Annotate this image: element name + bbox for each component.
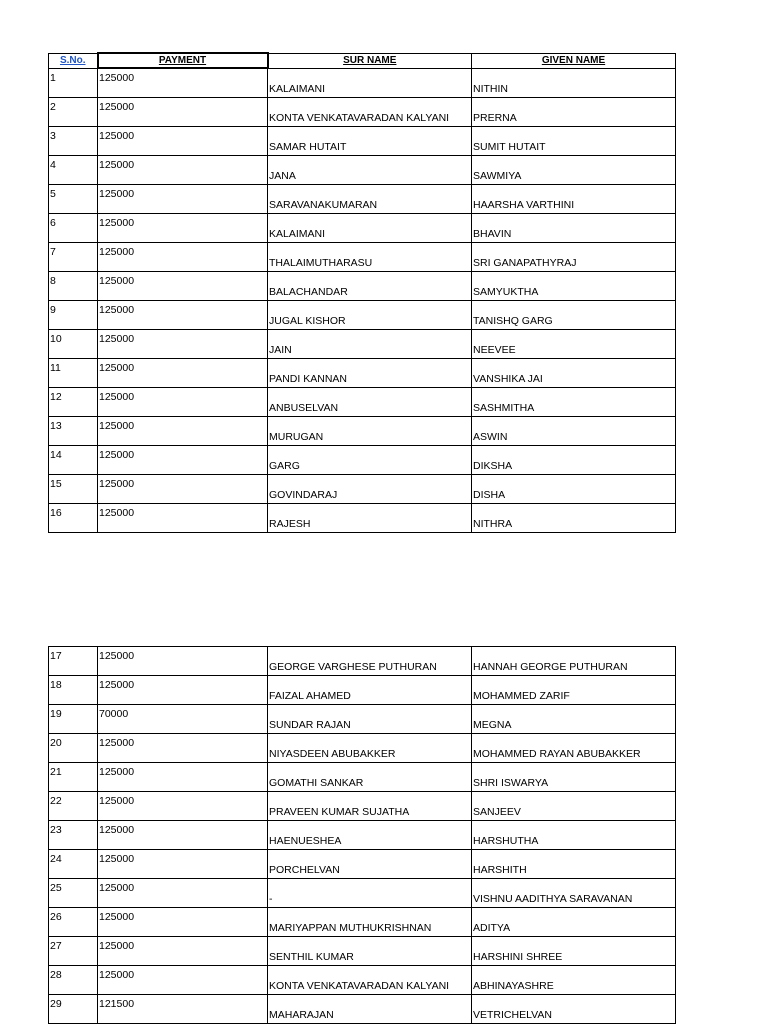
cell-given-name: MEGNA [472, 705, 676, 734]
cell-payment: 125000 [98, 734, 268, 763]
cell-payment: 125000 [98, 676, 268, 705]
cell-surname: JANA [268, 155, 472, 184]
cell-surname: MAHARAJAN [268, 995, 472, 1024]
cell-payment: 125000 [98, 68, 268, 97]
cell-surname: HAENUESHEA [268, 821, 472, 850]
cell-given-name: MOHAMMED ZARIF [472, 676, 676, 705]
cell-payment: 125000 [98, 184, 268, 213]
cell-given-name: HARSHINI SHREE [472, 937, 676, 966]
cell-given-name: ASWIN [472, 416, 676, 445]
cell-payment: 121500 [98, 995, 268, 1024]
table-row [49, 126, 676, 155]
table-row [49, 68, 676, 97]
cell-sno: 10 [49, 329, 98, 358]
cell-payment: 125000 [98, 242, 268, 271]
table-row [49, 966, 676, 995]
cell-given-name: NITHRA [472, 503, 676, 532]
cell-surname: ANBUSELVAN [268, 387, 472, 416]
cell-given-name: SANJEEV [472, 792, 676, 821]
table-row [49, 792, 676, 821]
table-row [49, 97, 676, 126]
cell-sno: 14 [49, 445, 98, 474]
cell-payment: 125000 [98, 387, 268, 416]
cell-sno: 26 [49, 908, 98, 937]
cell-payment: 125000 [98, 474, 268, 503]
cell-given-name: HANNAH GEORGE PUTHURAN [472, 647, 676, 676]
cell-given-name: ADITYA [472, 908, 676, 937]
cell-payment: 125000 [98, 937, 268, 966]
table-row [49, 676, 676, 705]
table-row [49, 705, 676, 734]
cell-surname: BALACHANDAR [268, 271, 472, 300]
cell-sno: 27 [49, 937, 98, 966]
cell-surname: GOMATHI SANKAR [268, 763, 472, 792]
cell-sno: 19 [49, 705, 98, 734]
cell-given-name: VISHNU AADITHYA SARAVANAN [472, 879, 676, 908]
header-surname: SUR NAME [268, 53, 472, 68]
cell-given-name: BHAVIN [472, 213, 676, 242]
header-sno: S.No. [49, 53, 98, 68]
cell-sno: 7 [49, 242, 98, 271]
header-row [49, 53, 676, 68]
cell-surname: SUNDAR RAJAN [268, 705, 472, 734]
cell-sno: 29 [49, 995, 98, 1024]
cell-surname: KONTA VENKATAVARADAN KALYANI [268, 966, 472, 995]
table-row [49, 329, 676, 358]
cell-payment: 125000 [98, 908, 268, 937]
cell-payment: 125000 [98, 445, 268, 474]
table-row [49, 387, 676, 416]
cell-sno: 25 [49, 879, 98, 908]
cell-surname: THALAIMUTHARASU [268, 242, 472, 271]
cell-surname: - [268, 879, 472, 908]
cell-surname: JAIN [268, 329, 472, 358]
cell-sno: 2 [49, 97, 98, 126]
table-row [49, 474, 676, 503]
cell-payment: 125000 [98, 416, 268, 445]
cell-sno: 12 [49, 387, 98, 416]
cell-payment: 125000 [98, 126, 268, 155]
cell-given-name: SHRI ISWARYA [472, 763, 676, 792]
cell-surname: NIYASDEEN ABUBAKKER [268, 734, 472, 763]
cell-payment: 70000 [98, 705, 268, 734]
cell-payment: 125000 [98, 329, 268, 358]
table-row [49, 821, 676, 850]
cell-surname: FAIZAL AHAMED [268, 676, 472, 705]
cell-surname: PRAVEEN KUMAR SUJATHA [268, 792, 472, 821]
cell-given-name: DIKSHA [472, 445, 676, 474]
table-row [49, 300, 676, 329]
table-2-body [49, 647, 676, 1024]
cell-surname: MARIYAPPAN MUTHUKRISHNAN [268, 908, 472, 937]
cell-sno: 6 [49, 213, 98, 242]
cell-payment: 125000 [98, 850, 268, 879]
table-row [49, 908, 676, 937]
cell-payment: 125000 [98, 503, 268, 532]
cell-sno: 8 [49, 271, 98, 300]
cell-given-name: SAMYUKTHA [472, 271, 676, 300]
cell-given-name: SRI GANAPATHYRAJ [472, 242, 676, 271]
cell-sno: 16 [49, 503, 98, 532]
cell-payment: 125000 [98, 763, 268, 792]
cell-sno: 13 [49, 416, 98, 445]
table-row [49, 271, 676, 300]
header-payment: PAYMENT [98, 53, 268, 68]
cell-given-name: HAARSHA VARTHINI [472, 184, 676, 213]
cell-given-name: HARSHITH [472, 850, 676, 879]
table-row [49, 763, 676, 792]
cell-payment: 125000 [98, 879, 268, 908]
cell-surname: KONTA VENKATAVARADAN KALYANI [268, 97, 472, 126]
cell-given-name: VANSHIKA JAI [472, 358, 676, 387]
cell-sno: 18 [49, 676, 98, 705]
cell-surname: KALAIMANI [268, 213, 472, 242]
payment-table-1 [48, 52, 676, 533]
cell-payment: 125000 [98, 213, 268, 242]
cell-given-name: SUMIT HUTAIT [472, 126, 676, 155]
cell-surname: KALAIMANI [268, 68, 472, 97]
cell-sno: 11 [49, 358, 98, 387]
cell-surname: GEORGE VARGHESE PUTHURAN [268, 647, 472, 676]
header-given-name: GIVEN NAME [472, 53, 676, 68]
cell-surname: GARG [268, 445, 472, 474]
table-row [49, 184, 676, 213]
cell-surname: SAMAR HUTAIT [268, 126, 472, 155]
cell-surname: GOVINDARAJ [268, 474, 472, 503]
table-row [49, 155, 676, 184]
cell-sno: 23 [49, 821, 98, 850]
cell-sno: 22 [49, 792, 98, 821]
table-row [49, 445, 676, 474]
cell-given-name: MOHAMMED RAYAN ABUBAKKER [472, 734, 676, 763]
cell-payment: 125000 [98, 647, 268, 676]
cell-sno: 3 [49, 126, 98, 155]
table-row [49, 879, 676, 908]
table-row [49, 734, 676, 763]
table-row [49, 647, 676, 676]
cell-sno: 4 [49, 155, 98, 184]
cell-given-name: ABHINAYASHRE [472, 966, 676, 995]
cell-payment: 125000 [98, 155, 268, 184]
cell-sno: 21 [49, 763, 98, 792]
table-row [49, 242, 676, 271]
cell-given-name: NITHIN [472, 68, 676, 97]
table-row [49, 503, 676, 532]
cell-given-name: VETRICHELVAN [472, 995, 676, 1024]
table-row [49, 850, 676, 879]
cell-payment: 125000 [98, 966, 268, 995]
cell-surname: PANDI KANNAN [268, 358, 472, 387]
table-row [49, 213, 676, 242]
cell-sno: 24 [49, 850, 98, 879]
cell-sno: 28 [49, 966, 98, 995]
cell-sno: 1 [49, 68, 98, 97]
cell-given-name: TANISHQ GARG [472, 300, 676, 329]
cell-payment: 125000 [98, 792, 268, 821]
table-row [49, 416, 676, 445]
cell-surname: PORCHELVAN [268, 850, 472, 879]
cell-sno: 9 [49, 300, 98, 329]
cell-surname: JUGAL KISHOR [268, 300, 472, 329]
cell-payment: 125000 [98, 358, 268, 387]
cell-sno: 20 [49, 734, 98, 763]
cell-payment: 125000 [98, 300, 268, 329]
cell-given-name: NEEVEE [472, 329, 676, 358]
payment-table-2 [48, 646, 676, 1024]
table-row [49, 995, 676, 1024]
cell-given-name: DISHA [472, 474, 676, 503]
cell-surname: RAJESH [268, 503, 472, 532]
cell-surname: SARAVANAKUMARAN [268, 184, 472, 213]
table-1-body [49, 68, 676, 532]
table-row [49, 358, 676, 387]
cell-sno: 5 [49, 184, 98, 213]
table-row [49, 937, 676, 966]
cell-surname: MURUGAN [268, 416, 472, 445]
cell-given-name: HARSHUTHA [472, 821, 676, 850]
cell-given-name: SAWMIYA [472, 155, 676, 184]
cell-surname: SENTHIL KUMAR [268, 937, 472, 966]
cell-payment: 125000 [98, 821, 268, 850]
cell-given-name: SASHMITHA [472, 387, 676, 416]
cell-given-name: PRERNA [472, 97, 676, 126]
cell-sno: 15 [49, 474, 98, 503]
cell-payment: 125000 [98, 97, 268, 126]
cell-payment: 125000 [98, 271, 268, 300]
cell-sno: 17 [49, 647, 98, 676]
